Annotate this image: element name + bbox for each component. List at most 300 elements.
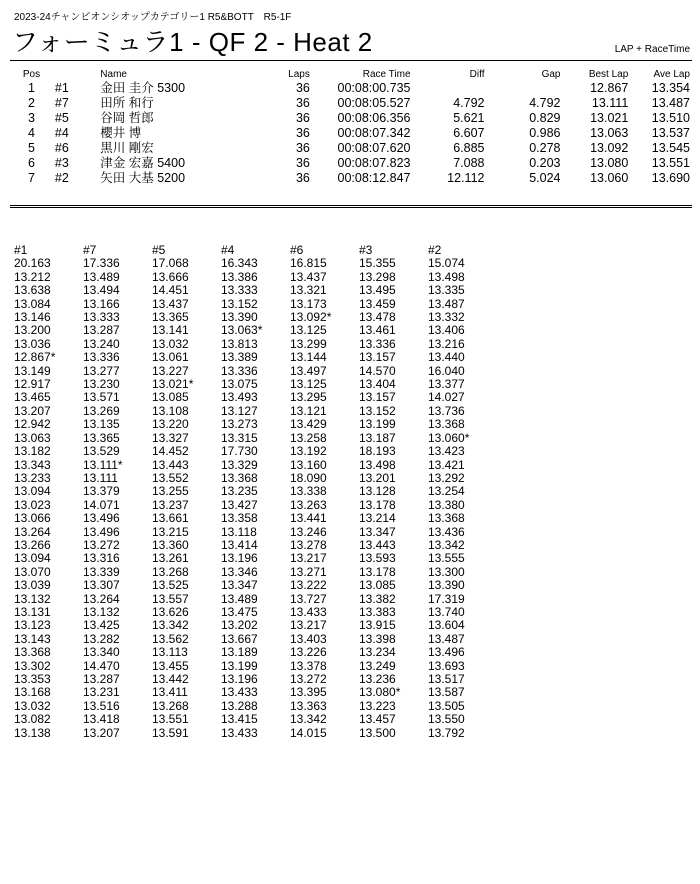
lap-time-cell: 13.094: [14, 484, 51, 499]
lap-row: [14, 324, 497, 337]
lap-time-cell: 13.343: [14, 457, 51, 472]
lap-time-cell: 13.201: [359, 470, 396, 485]
lap-time-cell: 13.327: [152, 430, 189, 445]
lap-times-body: [14, 257, 497, 740]
lap-time-cell: 13.187: [359, 430, 396, 445]
lap-row: [14, 485, 497, 498]
driver-name-cell: 金田 圭介 5300: [100, 81, 186, 95]
lap-time-cell: 13.272: [83, 537, 120, 552]
lap-row: [14, 405, 497, 418]
best-lap-cell: 13.092: [590, 141, 629, 155]
lap-time-cell: 13.383: [359, 604, 396, 619]
lap-time-cell: 13.347: [221, 578, 258, 593]
lap-time-cell: 13.063: [14, 430, 51, 445]
lap-time-cell: 13.358: [221, 511, 258, 526]
lap-time-cell: 13.342: [152, 618, 189, 633]
lap-time-cell: 13.199: [221, 658, 258, 673]
lap-time-cell: 13.555: [428, 551, 465, 566]
lap-time-cell: 13.300: [428, 564, 465, 579]
lap-time-cell: 13.233: [14, 470, 51, 485]
lap-time-cell: 13.557: [152, 591, 189, 606]
lap-time-cell: 13.061: [152, 350, 189, 365]
race-time-cell: 00:08:05.527: [337, 96, 411, 110]
lap-time-cell: 13.368: [428, 511, 465, 526]
lap-time-cell: 13.075: [221, 377, 258, 392]
lap-time-cell: 13.489: [83, 269, 120, 284]
col-diff: Diff: [469, 69, 485, 80]
gap-cell: 4.792: [529, 96, 561, 110]
lap-time-cell: 13.288: [221, 698, 258, 713]
lap-row: [14, 338, 497, 351]
lap-time-cell: 13.336: [221, 363, 258, 378]
lap-time-cell: 13.282: [83, 631, 120, 646]
lap-time-cell: 17.730: [221, 444, 258, 459]
lap-time-cell: 13.441: [290, 511, 327, 526]
lap-time-cell: 13.141: [152, 323, 189, 338]
lap-time-cell: 13.493: [221, 390, 258, 405]
lap-time-cell: 13.216: [428, 336, 465, 351]
lap-time-cell: 14.027: [428, 390, 465, 405]
laps-cell: 36: [295, 81, 310, 95]
lap-time-cell: 13.132: [83, 604, 120, 619]
lap-time-cell: 13.230: [83, 377, 120, 392]
lap-time-cell: 13.278: [290, 537, 327, 552]
lap-time-cell: 13.108: [152, 403, 189, 418]
lap-time-cell: 13.421: [428, 457, 465, 472]
driver-name-cell: 田所 和行: [100, 96, 154, 110]
lap-row: [14, 646, 497, 659]
lap-time-cell: 17.319: [428, 591, 465, 606]
lap-time-cell: 13.085: [152, 390, 189, 405]
ave-lap-cell: 13.545: [651, 141, 690, 155]
lap-time-cell: 12.917: [14, 377, 51, 392]
results-header-row: [14, 69, 690, 81]
lap-time-cell: 13.336: [359, 336, 396, 351]
lap-row: [14, 566, 497, 579]
ave-lap-cell: 13.510: [651, 111, 690, 125]
lap-time-cell: 20.163: [14, 256, 51, 271]
lap-row: [14, 257, 497, 270]
lap-time-cell: 16.343: [221, 256, 258, 271]
lap-time-cell: 13.200: [14, 323, 51, 338]
lap-racetime-note: LAP + RaceTime: [614, 44, 690, 55]
lap-time-cell: 13.146: [14, 310, 51, 325]
lap-time-cell: 13.131: [14, 604, 51, 619]
col-ave-lap: Ave Lap: [653, 69, 690, 80]
lap-time-cell: 13.207: [14, 403, 51, 418]
lap-time-cell: 13.298: [359, 269, 396, 284]
lap-time-cell: 13.342: [428, 537, 465, 552]
lap-row: [14, 351, 497, 364]
pos-cell: 4: [27, 126, 35, 140]
lap-column-header: #2: [428, 243, 442, 257]
lap-time-cell: 13.287: [83, 672, 120, 686]
lap-time-cell: 13.173: [290, 296, 327, 311]
lap-time-cell: 13.261: [152, 551, 189, 566]
lap-time-cell: 13.023: [14, 497, 51, 512]
lap-time-cell: 13.333: [83, 310, 120, 325]
lap-time-cell: 13.021*: [152, 377, 194, 392]
diff-cell: 7.088: [453, 156, 485, 170]
lap-time-cell: 13.189: [221, 645, 258, 660]
lap-row: [14, 365, 497, 378]
lap-time-cell: 13.336: [83, 350, 120, 365]
lap-time-cell: 13.268: [152, 698, 189, 713]
lap-time-cell: 13.212: [14, 269, 51, 284]
lap-time-cell: 13.377: [428, 377, 465, 392]
lap-row: [14, 673, 497, 686]
lap-time-cell: 13.266: [14, 537, 51, 552]
best-lap-cell: 13.080: [590, 156, 629, 170]
lap-time-cell: 13.667: [221, 631, 258, 646]
lap-time-cell: 13.152: [359, 403, 396, 418]
lap-time-cell: 13.693: [428, 658, 465, 673]
lap-time-cell: 13.661: [152, 511, 189, 526]
lap-column-header: #5: [152, 243, 166, 257]
lap-time-cell: 13.382: [359, 591, 396, 606]
lap-time-cell: 13.338: [290, 484, 327, 499]
lap-time-cell: 13.254: [428, 484, 465, 499]
lap-time-cell: 13.390: [221, 310, 258, 325]
ave-lap-cell: 13.690: [651, 171, 690, 185]
lap-time-cell: 13.443: [152, 457, 189, 472]
lap-time-cell: 13.517: [428, 672, 465, 686]
lap-row: [14, 512, 497, 525]
pos-cell: 2: [27, 96, 35, 110]
driver-name-cell: 櫻井 博: [100, 126, 142, 140]
lap-time-cell: 13.269: [83, 403, 120, 418]
diff-cell: 4.792: [453, 96, 485, 110]
lap-time-cell: 13.128: [359, 484, 396, 499]
car-number-cell: #2: [54, 171, 69, 185]
lap-time-cell: 13.084: [14, 296, 51, 311]
lap-row: [14, 660, 497, 673]
lap-time-cell: 13.403: [290, 631, 327, 646]
lap-column-header: #4: [221, 243, 235, 257]
lap-time-cell: 14.071: [83, 497, 120, 512]
lap-time-cell: 13.196: [221, 551, 258, 566]
lap-time-cell: 17.068: [152, 256, 189, 271]
lap-time-cell: 13.235: [221, 484, 258, 499]
lap-time-cell: 13.505: [428, 698, 465, 713]
lap-time-cell: 13.258: [290, 430, 327, 445]
lap-row: [14, 526, 497, 539]
lap-row: [14, 593, 497, 606]
lap-time-cell: 13.475: [221, 604, 258, 619]
lap-time-cell: 13.295: [290, 390, 327, 405]
lap-time-cell: 13.149: [14, 363, 51, 378]
lap-time-cell: 13.487: [428, 296, 465, 311]
col-gap: Gap: [541, 69, 561, 80]
lap-row: [14, 298, 497, 311]
col-race-time: Race Time: [362, 69, 411, 80]
lap-time-cell: 13.315: [221, 430, 258, 445]
lap-time-cell: 13.271: [290, 564, 327, 579]
laps-cell: 36: [295, 156, 310, 170]
results-table: [14, 69, 690, 186]
car-number-cell: #3: [54, 156, 69, 170]
race-time-cell: 00:08:12.847: [337, 171, 411, 185]
lap-time-cell: 13.340: [83, 645, 120, 660]
ave-lap-cell: 13.551: [651, 156, 690, 170]
lap-time-cell: 13.415: [221, 712, 258, 727]
col-pos: Pos: [22, 69, 41, 80]
lap-row: [14, 445, 497, 458]
lap-time-cell: 13.459: [359, 296, 396, 311]
pos-cell: 5: [27, 141, 35, 155]
lap-time-cell: 13.487: [428, 631, 465, 646]
col-number: [49, 69, 100, 81]
lap-time-cell: 13.302: [14, 658, 51, 673]
lap-row: [14, 686, 497, 699]
lap-time-cell: 13.226: [290, 645, 327, 660]
lap-time-cell: 13.178: [359, 497, 396, 512]
lap-time-cell: 13.032: [152, 336, 189, 351]
lap-row: [14, 472, 497, 485]
lap-time-cell: 13.118: [221, 524, 257, 539]
results-row: [14, 171, 690, 186]
lap-column-header: #6: [290, 243, 304, 257]
lap-time-cell: 13.551: [152, 712, 189, 727]
race-time-cell: 00:08:06.356: [337, 111, 411, 125]
lap-time-cell: 13.465: [14, 390, 51, 405]
lap-time-cell: 13.217: [290, 551, 327, 566]
lap-row: [14, 499, 497, 512]
pos-cell: 6: [27, 156, 35, 170]
lap-row: [14, 378, 497, 391]
lap-row: [14, 391, 497, 404]
lap-time-cell: 13.666: [152, 269, 189, 284]
lap-time-cell: 13.792: [428, 725, 465, 740]
lap-time-cell: 13.255: [152, 484, 189, 499]
lap-time-cell: 13.138: [14, 725, 51, 740]
lap-time-cell: 13.433: [221, 725, 258, 740]
lap-time-cell: 13.160: [290, 457, 327, 472]
lap-time-cell: 13.263: [290, 497, 327, 512]
lap-time-cell: 13.246: [290, 524, 327, 539]
lap-time-cell: 13.390: [428, 578, 465, 593]
lap-time-cell: 13.125: [290, 323, 327, 338]
header-divider: [10, 60, 692, 61]
lap-time-cell: 13.437: [152, 296, 189, 311]
lap-time-cell: 13.143: [14, 631, 51, 646]
diff-cell: [411, 81, 485, 96]
lap-time-cell: 13.368: [221, 470, 258, 485]
lap-time-cell: 13.429: [290, 417, 327, 432]
lap-time-cell: 13.227: [152, 363, 189, 378]
lap-time-cell: 14.452: [152, 444, 189, 459]
laps-cell: 36: [295, 141, 310, 155]
lap-time-cell: 13.363: [290, 698, 327, 713]
lap-time-cell: 13.433: [290, 604, 327, 619]
lap-time-cell: 13.220: [152, 417, 189, 432]
lap-time-cell: 13.199: [359, 417, 396, 432]
lap-time-cell: 13.740: [428, 604, 465, 619]
lap-time-cell: 13.550: [428, 712, 465, 727]
lap-time-cell: 13.333: [221, 283, 258, 298]
lap-time-cell: 13.321: [290, 283, 327, 298]
lap-time-cell: 13.277: [83, 363, 120, 378]
lap-row: [14, 432, 497, 445]
lap-time-cell: 13.111: [83, 470, 118, 485]
lap-time-cell: 13.915: [359, 618, 396, 633]
lap-row: [14, 633, 497, 646]
lap-time-cell: 13.032: [14, 698, 51, 713]
lap-time-cell: 13.329: [221, 457, 258, 472]
lap-time-cell: 13.236: [359, 672, 396, 686]
laps-cell: 36: [295, 96, 310, 110]
lap-time-cell: 13.437: [290, 269, 327, 284]
laps-cell: 36: [295, 111, 310, 125]
lap-time-cell: 13.234: [359, 645, 396, 660]
lap-row: [14, 459, 497, 472]
results-row: [14, 126, 690, 141]
lap-time-cell: 13.307: [83, 578, 120, 593]
lap-time-cell: 13.127: [221, 403, 258, 418]
lap-time-cell: 13.339: [83, 564, 120, 579]
lap-time-cell: 13.202: [221, 618, 258, 633]
lap-time-cell: 13.178: [359, 564, 396, 579]
lap-time-cell: 14.570: [359, 363, 396, 378]
gap-cell: 0.986: [529, 126, 561, 140]
col-best-lap: Best Lap: [588, 69, 629, 80]
lap-time-cell: 13.353: [14, 672, 51, 686]
car-number-cell: #6: [54, 141, 69, 155]
results-row: [14, 156, 690, 171]
lap-time-cell: 13.498: [428, 269, 465, 284]
results-row: [14, 81, 690, 96]
lap-row: [14, 713, 497, 726]
lap-time-cell: 13.273: [221, 417, 258, 432]
lap-time-cell: 13.196: [221, 672, 258, 686]
lap-time-cell: 14.470: [83, 658, 120, 673]
lap-row: [14, 311, 497, 324]
lap-time-cell: 13.168: [14, 685, 51, 700]
race-time-cell: 00:08:07.342: [337, 126, 411, 140]
lap-time-cell: 13.423: [428, 444, 465, 459]
lap-time-cell: 13.386: [221, 269, 258, 284]
pos-cell: 7: [27, 171, 35, 185]
lap-time-cell: 13.085: [359, 578, 396, 593]
results-row: [14, 141, 690, 156]
lap-time-cell: 13.571: [83, 390, 120, 405]
lap-time-cell: 13.121: [290, 403, 327, 418]
race-time-cell: 00:08:07.823: [337, 156, 411, 170]
lap-time-cell: 13.404: [359, 377, 396, 392]
lap-time-cell: 13.411: [152, 685, 188, 700]
lap-time-cell: 14.015: [290, 725, 327, 740]
lap-time-cell: 13.461: [359, 323, 396, 338]
gap-cell: 0.203: [529, 156, 561, 170]
lap-column-header: #3: [359, 243, 373, 257]
lap-time-cell: 13.231: [83, 685, 120, 700]
diff-cell: 6.607: [453, 126, 485, 140]
diff-cell: 6.885: [453, 141, 485, 155]
lap-row: [14, 606, 497, 619]
lap-time-cell: 13.398: [359, 631, 396, 646]
lap-time-cell: 13.157: [359, 390, 396, 405]
laps-cell: 36: [295, 171, 310, 185]
laps-cell: 36: [295, 126, 310, 140]
lap-time-cell: 13.346: [221, 564, 258, 579]
lap-time-cell: 13.113: [152, 645, 188, 660]
lap-time-cell: 13.489: [221, 591, 258, 606]
page-title: フォーミュラ1 - QF 2 - Heat 2: [12, 27, 373, 57]
lap-time-cell: 13.591: [152, 725, 189, 740]
ave-lap-cell: 13.354: [651, 81, 690, 95]
lap-time-cell: 15.074: [428, 256, 465, 271]
lap-time-cell: 13.626: [152, 604, 189, 619]
best-lap-cell: 13.021: [590, 111, 629, 125]
lap-row: [14, 700, 497, 713]
lap-time-cell: 13.494: [83, 283, 120, 298]
lap-time-cell: 13.516: [83, 698, 120, 713]
lap-time-cell: 13.440: [428, 350, 465, 365]
lap-time-cell: 13.406: [428, 323, 465, 338]
results-row: [14, 96, 690, 111]
lap-time-cell: 13.379: [83, 484, 120, 499]
lap-time-cell: 13.240: [83, 336, 120, 351]
lap-time-cell: 13.813: [221, 336, 258, 351]
best-lap-cell: 13.063: [590, 126, 629, 140]
lap-time-cell: 13.125: [290, 377, 327, 392]
ave-lap-cell: 13.487: [651, 96, 690, 110]
lap-time-cell: 13.365: [83, 430, 120, 445]
lap-time-cell: 13.144: [290, 350, 327, 365]
gap-cell: 5.024: [529, 171, 561, 185]
lap-time-cell: 13.192: [290, 444, 327, 459]
lap-time-cell: 13.360: [152, 537, 189, 552]
lap-time-cell: 16.815: [290, 256, 327, 271]
lap-time-cell: 13.587: [428, 685, 465, 700]
lap-row: [14, 539, 497, 552]
lap-row: [14, 579, 497, 592]
best-lap-cell: 13.111: [591, 96, 629, 110]
lap-row: [14, 552, 497, 565]
lap-row: [14, 418, 497, 431]
gap-cell: 0.278: [529, 141, 561, 155]
driver-name-cell: 矢田 大基 5200: [100, 171, 186, 185]
lap-time-cell: 13.287: [83, 323, 120, 338]
lap-time-cell: 13.222: [290, 578, 327, 593]
car-number-cell: #7: [54, 96, 69, 110]
lap-row: [14, 284, 497, 297]
results-body: [14, 81, 690, 186]
lap-time-cell: 13.425: [83, 618, 120, 633]
lap-time-cell: 13.496: [83, 524, 120, 539]
lap-time-cell: 13.080*: [359, 685, 401, 700]
lap-time-cell: 13.292: [428, 470, 465, 485]
lap-time-cell: 13.455: [152, 658, 189, 673]
lap-time-cell: 13.500: [359, 725, 396, 740]
lap-time-cell: 13.604: [428, 618, 465, 633]
lap-time-cell: 13.427: [221, 497, 258, 512]
lap-time-cell: 13.070: [14, 564, 51, 579]
lap-time-cell: 13.039: [14, 578, 51, 593]
lap-time-cell: 12.867*: [14, 350, 56, 365]
lap-time-cell: 13.496: [83, 511, 120, 526]
lap-time-cell: 13.332: [428, 310, 465, 325]
lap-time-cell: 13.272: [290, 672, 327, 686]
lap-time-cell: 13.498: [359, 457, 396, 472]
lap-time-cell: 13.418: [83, 712, 120, 727]
driver-name-cell: 谷岡 哲郎: [100, 111, 154, 125]
lap-time-cell: 13.442: [152, 672, 189, 686]
lap-time-cell: 13.217: [290, 618, 327, 633]
lap-time-cell: 13.066: [14, 511, 51, 526]
lap-time-cell: 18.090: [290, 470, 327, 485]
event-subtitle: 2023-24チャンピオンシオップカテゴリー1 R5&BOTT R5-1F: [14, 12, 292, 23]
